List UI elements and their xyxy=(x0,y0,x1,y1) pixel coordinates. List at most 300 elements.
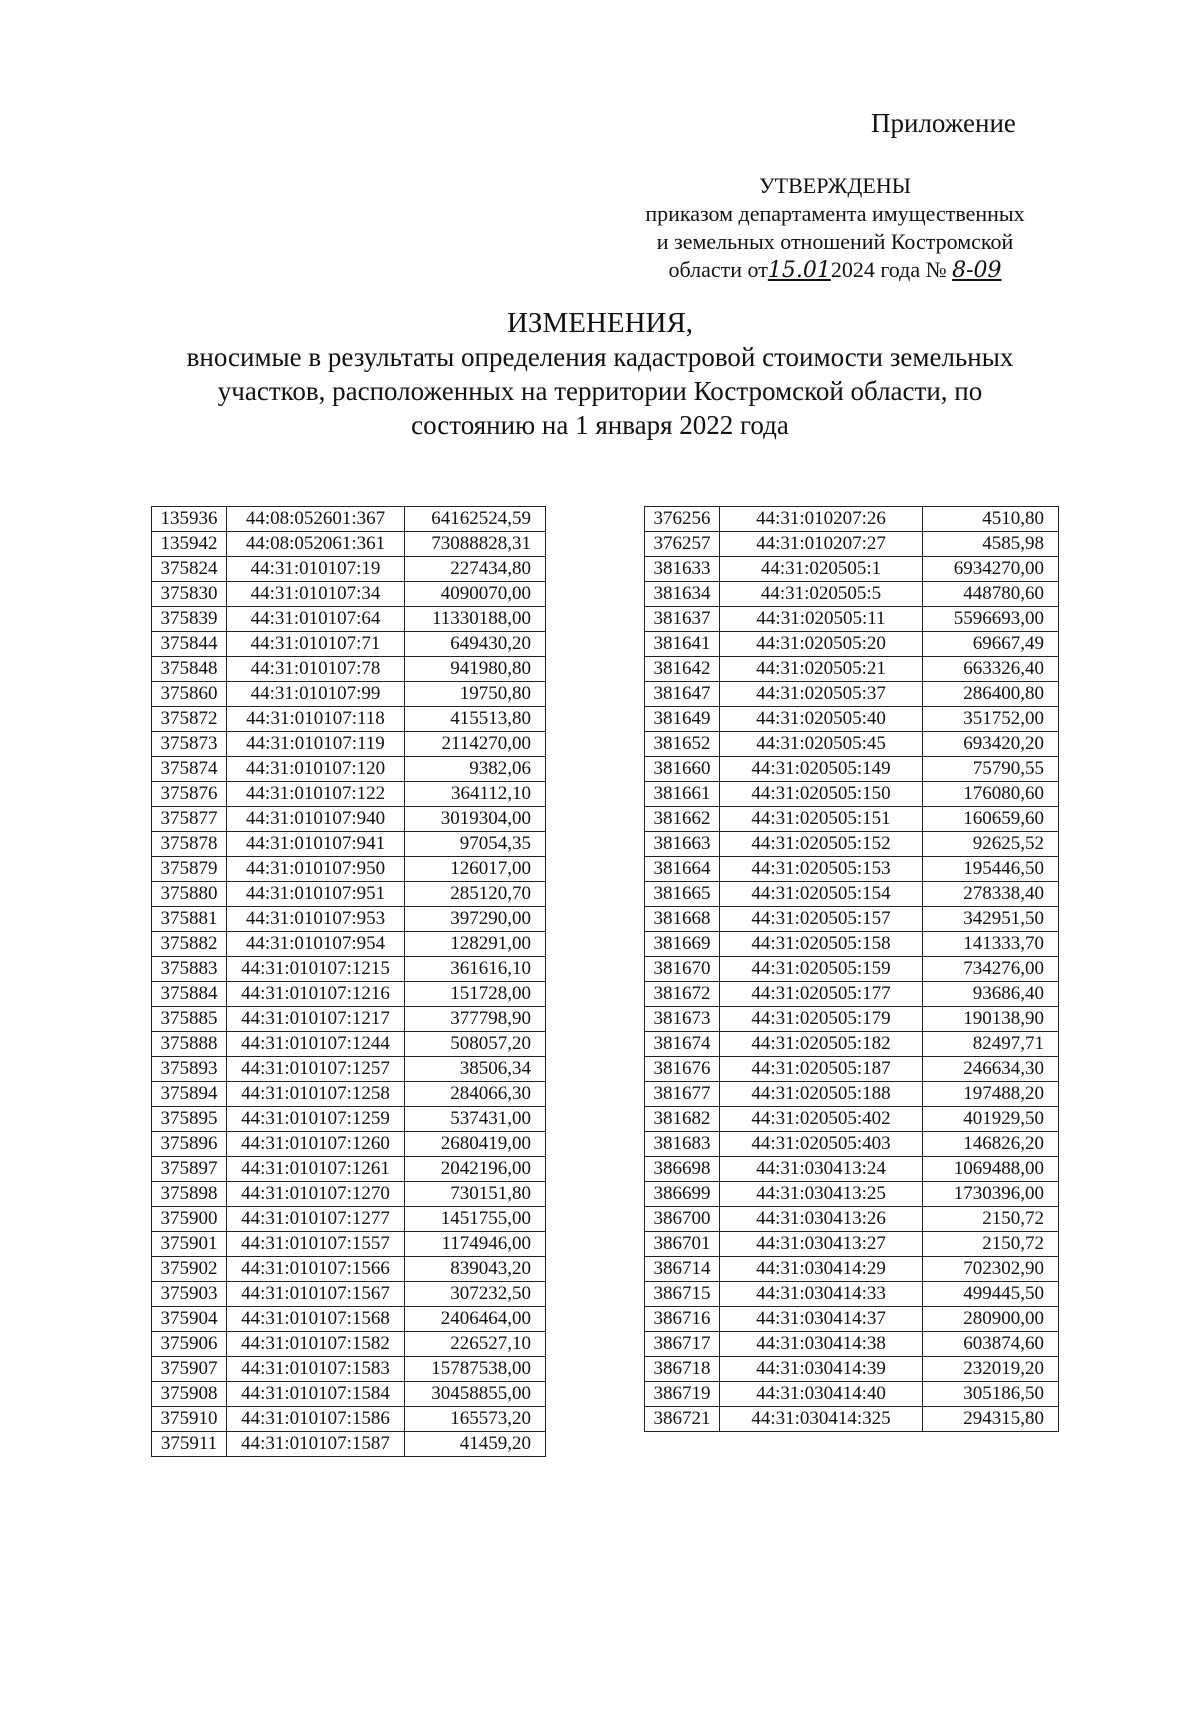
cadastral-value-cell: 128291,00 xyxy=(405,932,546,957)
row-id-cell: 375903 xyxy=(152,1282,227,1307)
row-id-cell: 381647 xyxy=(645,682,720,707)
table-row xyxy=(152,982,546,1007)
row-id-cell: 381669 xyxy=(645,932,720,957)
table-row xyxy=(152,757,546,782)
row-id-cell: 381664 xyxy=(645,857,720,882)
row-id-cell: 375885 xyxy=(152,1007,227,1032)
cadastral-number-cell: 44:31:010107:950 xyxy=(227,857,405,882)
row-id-cell: 375874 xyxy=(152,757,227,782)
table-row xyxy=(645,632,1059,657)
cadastral-number-cell: 44:31:010107:954 xyxy=(227,932,405,957)
approval-prefix: области от xyxy=(668,257,768,282)
row-id-cell: 381652 xyxy=(645,732,720,757)
row-id-cell: 386719 xyxy=(645,1382,720,1407)
row-id-cell: 376256 xyxy=(645,507,720,532)
cadastral-number-cell: 44:31:010107:1586 xyxy=(227,1407,405,1432)
cadastral-number-cell: 44:31:020505:179 xyxy=(720,1007,923,1032)
row-id-cell: 375902 xyxy=(152,1257,227,1282)
row-id-cell: 376257 xyxy=(645,532,720,557)
cadastral-number-cell: 44:31:020505:152 xyxy=(720,832,923,857)
cadastral-number-cell: 44:31:020505:187 xyxy=(720,1057,923,1082)
cadastral-value-cell: 286400,80 xyxy=(923,682,1059,707)
table-row xyxy=(152,582,546,607)
document-title xyxy=(100,306,1100,442)
row-id-cell: 375824 xyxy=(152,557,227,582)
cadastral-value-cell: 38506,34 xyxy=(405,1057,546,1082)
table-row xyxy=(645,532,1059,557)
cadastral-number-cell: 44:31:010107:951 xyxy=(227,882,405,907)
appendix-label: Приложение xyxy=(871,108,1016,138)
cadastral-value-cell: 3019304,00 xyxy=(405,807,546,832)
cadastral-value-cell: 232019,20 xyxy=(923,1357,1059,1382)
cadastral-number-cell: 44:31:010207:26 xyxy=(720,507,923,532)
table-row xyxy=(645,982,1059,1007)
cadastral-number-cell: 44:31:010107:1587 xyxy=(227,1432,405,1457)
cadastral-value-cell: 1174946,00 xyxy=(405,1232,546,1257)
cadastral-value-cell: 342951,50 xyxy=(923,907,1059,932)
table-row xyxy=(152,707,546,732)
row-id-cell: 375900 xyxy=(152,1207,227,1232)
row-id-cell: 375898 xyxy=(152,1182,227,1207)
row-id-cell: 381674 xyxy=(645,1032,720,1057)
cadastral-number-cell: 44:31:020505:20 xyxy=(720,632,923,657)
cadastral-number-cell: 44:31:020505:1 xyxy=(720,557,923,582)
cadastral-value-cell: 508057,20 xyxy=(405,1032,546,1057)
table-row xyxy=(645,657,1059,682)
row-id-cell: 381649 xyxy=(645,707,720,732)
table-row xyxy=(645,1057,1059,1082)
cadastral-value-cell: 97054,35 xyxy=(405,832,546,857)
cadastral-value-cell: 730151,80 xyxy=(405,1182,546,1207)
table-row xyxy=(645,1182,1059,1207)
table-row xyxy=(645,607,1059,632)
cadastral-number-cell: 44:31:020505:5 xyxy=(720,582,923,607)
row-id-cell: 381633 xyxy=(645,557,720,582)
cadastral-value-cell: 2150,72 xyxy=(923,1232,1059,1257)
row-id-cell: 386700 xyxy=(645,1207,720,1232)
cadastral-number-cell: 44:31:010107:120 xyxy=(227,757,405,782)
cadastral-value-cell: 197488,20 xyxy=(923,1082,1059,1107)
table-row xyxy=(152,682,546,707)
table-row xyxy=(645,582,1059,607)
approved-heading: УТВЕРЖДЕНЫ xyxy=(759,173,911,198)
cadastral-value-cell: 280900,00 xyxy=(923,1307,1059,1332)
table-row xyxy=(645,782,1059,807)
row-id-cell: 135942 xyxy=(152,532,227,557)
approval-line-2: и земельных отношений Костромской xyxy=(656,229,1014,254)
approval-year: 2024 года № xyxy=(830,257,947,282)
cadastral-number-cell: 44:31:010107:1258 xyxy=(227,1082,405,1107)
cadastral-value-cell: 603874,60 xyxy=(923,1332,1059,1357)
cadastral-number-cell: 44:31:010107:1583 xyxy=(227,1357,405,1382)
row-id-cell: 381668 xyxy=(645,907,720,932)
cadastral-number-cell: 44:08:052601:367 xyxy=(227,507,405,532)
table-row xyxy=(645,1407,1059,1432)
row-id-cell: 375848 xyxy=(152,657,227,682)
cadastral-number-cell: 44:31:030414:39 xyxy=(720,1357,923,1382)
cadastral-number-cell: 44:31:020505:402 xyxy=(720,1107,923,1132)
cadastral-number-cell: 44:31:010107:19 xyxy=(227,557,405,582)
cadastral-number-cell: 44:31:020505:151 xyxy=(720,807,923,832)
row-id-cell: 375884 xyxy=(152,982,227,1007)
cadastral-value-cell: 663326,40 xyxy=(923,657,1059,682)
title-main: ИЗМЕНЕНИЯ, xyxy=(506,307,694,339)
row-id-cell: 375873 xyxy=(152,732,227,757)
cadastral-number-cell: 44:31:030414:38 xyxy=(720,1332,923,1357)
cadastral-value-cell: 4090070,00 xyxy=(405,582,546,607)
row-id-cell: 386715 xyxy=(645,1282,720,1307)
row-id-cell: 381673 xyxy=(645,1007,720,1032)
cadastral-value-cell: 364112,10 xyxy=(405,782,546,807)
table-row xyxy=(152,657,546,682)
cadastral-number-cell: 44:31:010107:1259 xyxy=(227,1107,405,1132)
cadastral-number-cell: 44:31:010107:940 xyxy=(227,807,405,832)
cadastral-number-cell: 44:31:020505:182 xyxy=(720,1032,923,1057)
table-row xyxy=(645,1357,1059,1382)
table-row xyxy=(152,1282,546,1307)
cadastral-number-cell: 44:31:010107:64 xyxy=(227,607,405,632)
row-id-cell: 375897 xyxy=(152,1157,227,1182)
cadastral-value-cell: 2042196,00 xyxy=(405,1157,546,1182)
left-data-table xyxy=(151,506,546,1457)
cadastral-number-cell: 44:31:020505:153 xyxy=(720,857,923,882)
approval-line-1: приказом департамента имущественных xyxy=(645,201,1025,226)
row-id-cell: 386721 xyxy=(645,1407,720,1432)
cadastral-number-cell: 44:31:010107:1270 xyxy=(227,1182,405,1207)
row-id-cell: 386717 xyxy=(645,1332,720,1357)
cadastral-number-cell: 44:31:010107:1277 xyxy=(227,1207,405,1232)
cadastral-number-cell: 44:31:020505:159 xyxy=(720,957,923,982)
cadastral-value-cell: 401929,50 xyxy=(923,1107,1059,1132)
cadastral-value-cell: 1730396,00 xyxy=(923,1182,1059,1207)
row-id-cell: 375888 xyxy=(152,1032,227,1057)
cadastral-value-cell: 11330188,00 xyxy=(405,607,546,632)
cadastral-value-cell: 649430,20 xyxy=(405,632,546,657)
row-id-cell: 381634 xyxy=(645,582,720,607)
table-row xyxy=(152,557,546,582)
cadastral-number-cell: 44:31:010107:71 xyxy=(227,632,405,657)
row-id-cell: 381642 xyxy=(645,657,720,682)
row-id-cell: 381641 xyxy=(645,632,720,657)
row-id-cell: 381677 xyxy=(645,1082,720,1107)
row-id-cell: 375910 xyxy=(152,1407,227,1432)
table-row xyxy=(645,1082,1059,1107)
cadastral-value-cell: 82497,71 xyxy=(923,1032,1059,1057)
table-row xyxy=(152,857,546,882)
cadastral-value-cell: 499445,50 xyxy=(923,1282,1059,1307)
cadastral-value-cell: 6934270,00 xyxy=(923,557,1059,582)
cadastral-number-cell: 44:31:010107:1257 xyxy=(227,1057,405,1082)
cadastral-value-cell: 64162524,59 xyxy=(405,507,546,532)
table-row xyxy=(645,1257,1059,1282)
cadastral-value-cell: 190138,90 xyxy=(923,1007,1059,1032)
cadastral-value-cell: 151728,00 xyxy=(405,982,546,1007)
cadastral-number-cell: 44:31:010207:27 xyxy=(720,532,923,557)
title-line-1: вносимые в результаты определения кадастровой стоимости земельных xyxy=(186,342,1014,372)
cadastral-value-cell: 1069488,00 xyxy=(923,1157,1059,1182)
row-id-cell: 386699 xyxy=(645,1182,720,1207)
cadastral-number-cell: 44:31:010107:1584 xyxy=(227,1382,405,1407)
cadastral-number-cell: 44:31:020505:21 xyxy=(720,657,923,682)
cadastral-number-cell: 44:31:030413:24 xyxy=(720,1157,923,1182)
row-id-cell: 375906 xyxy=(152,1332,227,1357)
table-row xyxy=(152,732,546,757)
table-row xyxy=(152,1332,546,1357)
table-row xyxy=(645,682,1059,707)
cadastral-value-cell: 734276,00 xyxy=(923,957,1059,982)
row-id-cell: 375908 xyxy=(152,1382,227,1407)
cadastral-number-cell: 44:31:010107:1244 xyxy=(227,1032,405,1057)
row-id-cell: 375839 xyxy=(152,607,227,632)
cadastral-value-cell: 195446,50 xyxy=(923,857,1059,882)
table-row xyxy=(645,1282,1059,1307)
cadastral-value-cell: 1451755,00 xyxy=(405,1207,546,1232)
row-id-cell: 375881 xyxy=(152,907,227,932)
table-row xyxy=(645,707,1059,732)
cadastral-value-cell: 2406464,00 xyxy=(405,1307,546,1332)
row-id-cell: 375830 xyxy=(152,582,227,607)
row-id-cell: 375901 xyxy=(152,1232,227,1257)
cadastral-number-cell: 44:31:010107:119 xyxy=(227,732,405,757)
cadastral-number-cell: 44:31:030413:26 xyxy=(720,1207,923,1232)
table-row xyxy=(152,1057,546,1082)
cadastral-number-cell: 44:31:010107:1567 xyxy=(227,1282,405,1307)
table-row xyxy=(152,1432,546,1457)
cadastral-number-cell: 44:31:020505:188 xyxy=(720,1082,923,1107)
row-id-cell: 375911 xyxy=(152,1432,227,1457)
table-row xyxy=(645,932,1059,957)
cadastral-value-cell: 4585,98 xyxy=(923,532,1059,557)
row-id-cell: 386716 xyxy=(645,1307,720,1332)
cadastral-value-cell: 30458855,00 xyxy=(405,1382,546,1407)
cadastral-value-cell: 93686,40 xyxy=(923,982,1059,1007)
row-id-cell: 375872 xyxy=(152,707,227,732)
row-id-cell: 375893 xyxy=(152,1057,227,1082)
table-row xyxy=(645,957,1059,982)
cadastral-number-cell: 44:31:010107:1557 xyxy=(227,1232,405,1257)
approval-block xyxy=(600,172,1070,285)
cadastral-number-cell: 44:31:010107:1582 xyxy=(227,1332,405,1357)
cadastral-number-cell: 44:31:010107:118 xyxy=(227,707,405,732)
cadastral-value-cell: 9382,06 xyxy=(405,757,546,782)
cadastral-number-cell: 44:31:010107:1566 xyxy=(227,1257,405,1282)
cadastral-number-cell: 44:31:030414:37 xyxy=(720,1307,923,1332)
table-row xyxy=(152,1307,546,1332)
row-id-cell: 375896 xyxy=(152,1132,227,1157)
cadastral-number-cell: 44:31:030414:325 xyxy=(720,1407,923,1432)
table-row xyxy=(645,1207,1059,1232)
cadastral-number-cell: 44:31:010107:1215 xyxy=(227,957,405,982)
row-id-cell: 381682 xyxy=(645,1107,720,1132)
table-row xyxy=(152,1182,546,1207)
cadastral-number-cell: 44:31:010107:1260 xyxy=(227,1132,405,1157)
cadastral-value-cell: 2680419,00 xyxy=(405,1132,546,1157)
cadastral-number-cell: 44:31:010107:1216 xyxy=(227,982,405,1007)
table-row xyxy=(152,1007,546,1032)
table-row xyxy=(645,1032,1059,1057)
cadastral-number-cell: 44:31:020505:150 xyxy=(720,782,923,807)
table-row xyxy=(645,757,1059,782)
table-row xyxy=(152,1207,546,1232)
row-id-cell: 381661 xyxy=(645,782,720,807)
table-row xyxy=(645,1307,1059,1332)
cadastral-number-cell: 44:31:010107:122 xyxy=(227,782,405,807)
table-row xyxy=(152,607,546,632)
cadastral-number-cell: 44:31:020505:37 xyxy=(720,682,923,707)
cadastral-number-cell: 44:31:010107:1568 xyxy=(227,1307,405,1332)
cadastral-number-cell: 44:31:010107:1261 xyxy=(227,1157,405,1182)
cadastral-value-cell: 361616,10 xyxy=(405,957,546,982)
table-row xyxy=(645,732,1059,757)
cadastral-value-cell: 146826,20 xyxy=(923,1132,1059,1157)
cadastral-value-cell: 2114270,00 xyxy=(405,732,546,757)
table-row xyxy=(645,1232,1059,1257)
cadastral-value-cell: 4510,80 xyxy=(923,507,1059,532)
cadastral-number-cell: 44:31:010107:953 xyxy=(227,907,405,932)
row-id-cell: 375879 xyxy=(152,857,227,882)
row-id-cell: 381683 xyxy=(645,1132,720,1157)
cadastral-number-cell: 44:31:010107:78 xyxy=(227,657,405,682)
cadastral-value-cell: 73088828,31 xyxy=(405,532,546,557)
cadastral-value-cell: 5596693,00 xyxy=(923,607,1059,632)
table-row xyxy=(645,1382,1059,1407)
cadastral-value-cell: 226527,10 xyxy=(405,1332,546,1357)
cadastral-value-cell: 305186,50 xyxy=(923,1382,1059,1407)
row-id-cell: 381637 xyxy=(645,607,720,632)
cadastral-value-cell: 15787538,00 xyxy=(405,1357,546,1382)
cadastral-value-cell: 75790,55 xyxy=(923,757,1059,782)
cadastral-value-cell: 351752,00 xyxy=(923,707,1059,732)
title-line-2: участков, расположенных на территории Костромской области, по xyxy=(217,376,983,406)
cadastral-value-cell: 839043,20 xyxy=(405,1257,546,1282)
cadastral-value-cell: 165573,20 xyxy=(405,1407,546,1432)
table-row xyxy=(645,1157,1059,1182)
table-row xyxy=(152,832,546,857)
approval-line-3 xyxy=(600,256,1070,285)
table-row xyxy=(645,907,1059,932)
row-id-cell: 375860 xyxy=(152,682,227,707)
cadastral-number-cell: 44:31:020505:157 xyxy=(720,907,923,932)
cadastral-number-cell: 44:31:020505:177 xyxy=(720,982,923,1007)
row-id-cell: 381662 xyxy=(645,807,720,832)
cadastral-number-cell: 44:31:030414:33 xyxy=(720,1282,923,1307)
cadastral-value-cell: 41459,20 xyxy=(405,1432,546,1457)
cadastral-number-cell: 44:31:030414:29 xyxy=(720,1257,923,1282)
row-id-cell: 375877 xyxy=(152,807,227,832)
cadastral-value-cell: 294315,80 xyxy=(923,1407,1059,1432)
cadastral-value-cell: 397290,00 xyxy=(405,907,546,932)
cadastral-value-cell: 702302,90 xyxy=(923,1257,1059,1282)
table-row xyxy=(152,932,546,957)
table-row xyxy=(152,532,546,557)
table-row xyxy=(152,632,546,657)
right-data-table xyxy=(644,506,1059,1432)
row-id-cell: 375880 xyxy=(152,882,227,907)
table-row xyxy=(645,1332,1059,1357)
table-row xyxy=(152,1257,546,1282)
table-row xyxy=(152,1357,546,1382)
table-row xyxy=(152,907,546,932)
row-id-cell: 375882 xyxy=(152,932,227,957)
cadastral-number-cell: 44:31:020505:149 xyxy=(720,757,923,782)
cadastral-number-cell: 44:31:020505:40 xyxy=(720,707,923,732)
table-row xyxy=(152,1407,546,1432)
cadastral-value-cell: 941980,80 xyxy=(405,657,546,682)
handwritten-date: 15.01 xyxy=(767,258,831,283)
table-row xyxy=(152,1032,546,1057)
cadastral-number-cell: 44:31:010107:34 xyxy=(227,582,405,607)
cadastral-value-cell: 377798,90 xyxy=(405,1007,546,1032)
cadastral-number-cell: 44:31:020505:154 xyxy=(720,882,923,907)
cadastral-number-cell: 44:31:030414:40 xyxy=(720,1382,923,1407)
cadastral-number-cell: 44:31:020505:11 xyxy=(720,607,923,632)
cadastral-value-cell: 693420,20 xyxy=(923,732,1059,757)
cadastral-number-cell: 44:31:030413:25 xyxy=(720,1182,923,1207)
cadastral-value-cell: 537431,00 xyxy=(405,1107,546,1132)
row-id-cell: 375907 xyxy=(152,1357,227,1382)
row-id-cell: 375883 xyxy=(152,957,227,982)
cadastral-value-cell: 307232,50 xyxy=(405,1282,546,1307)
cadastral-value-cell: 126017,00 xyxy=(405,857,546,882)
cadastral-value-cell: 92625,52 xyxy=(923,832,1059,857)
row-id-cell: 386698 xyxy=(645,1157,720,1182)
cadastral-value-cell: 246634,30 xyxy=(923,1057,1059,1082)
cadastral-number-cell: 44:31:020505:403 xyxy=(720,1132,923,1157)
row-id-cell: 135936 xyxy=(152,507,227,532)
table-row xyxy=(152,1132,546,1157)
row-id-cell: 375878 xyxy=(152,832,227,857)
cadastral-number-cell: 44:31:030413:27 xyxy=(720,1232,923,1257)
table-row xyxy=(645,1132,1059,1157)
table-row xyxy=(645,857,1059,882)
cadastral-value-cell: 176080,60 xyxy=(923,782,1059,807)
table-row xyxy=(152,882,546,907)
cadastral-value-cell: 284066,30 xyxy=(405,1082,546,1107)
table-row xyxy=(152,507,546,532)
cadastral-value-cell: 278338,40 xyxy=(923,882,1059,907)
row-id-cell: 375895 xyxy=(152,1107,227,1132)
table-row xyxy=(645,882,1059,907)
row-id-cell: 381670 xyxy=(645,957,720,982)
row-id-cell: 386718 xyxy=(645,1357,720,1382)
cadastral-number-cell: 44:31:020505:158 xyxy=(720,932,923,957)
table-row xyxy=(152,1382,546,1407)
cadastral-number-cell: 44:08:052061:361 xyxy=(227,532,405,557)
row-id-cell: 381665 xyxy=(645,882,720,907)
cadastral-value-cell: 69667,49 xyxy=(923,632,1059,657)
row-id-cell: 386701 xyxy=(645,1232,720,1257)
row-id-cell: 375876 xyxy=(152,782,227,807)
table-row xyxy=(645,557,1059,582)
table-row xyxy=(645,507,1059,532)
cadastral-value-cell: 141333,70 xyxy=(923,932,1059,957)
cadastral-value-cell: 19750,80 xyxy=(405,682,546,707)
cadastral-value-cell: 2150,72 xyxy=(923,1207,1059,1232)
cadastral-value-cell: 227434,80 xyxy=(405,557,546,582)
table-row xyxy=(645,1107,1059,1132)
row-id-cell: 375904 xyxy=(152,1307,227,1332)
table-row xyxy=(152,1107,546,1132)
table-row xyxy=(645,807,1059,832)
row-id-cell: 381672 xyxy=(645,982,720,1007)
table-row xyxy=(152,1082,546,1107)
cadastral-value-cell: 160659,60 xyxy=(923,807,1059,832)
row-id-cell: 381660 xyxy=(645,757,720,782)
row-id-cell: 375844 xyxy=(152,632,227,657)
table-row xyxy=(152,1232,546,1257)
table-row xyxy=(152,957,546,982)
row-id-cell: 381676 xyxy=(645,1057,720,1082)
